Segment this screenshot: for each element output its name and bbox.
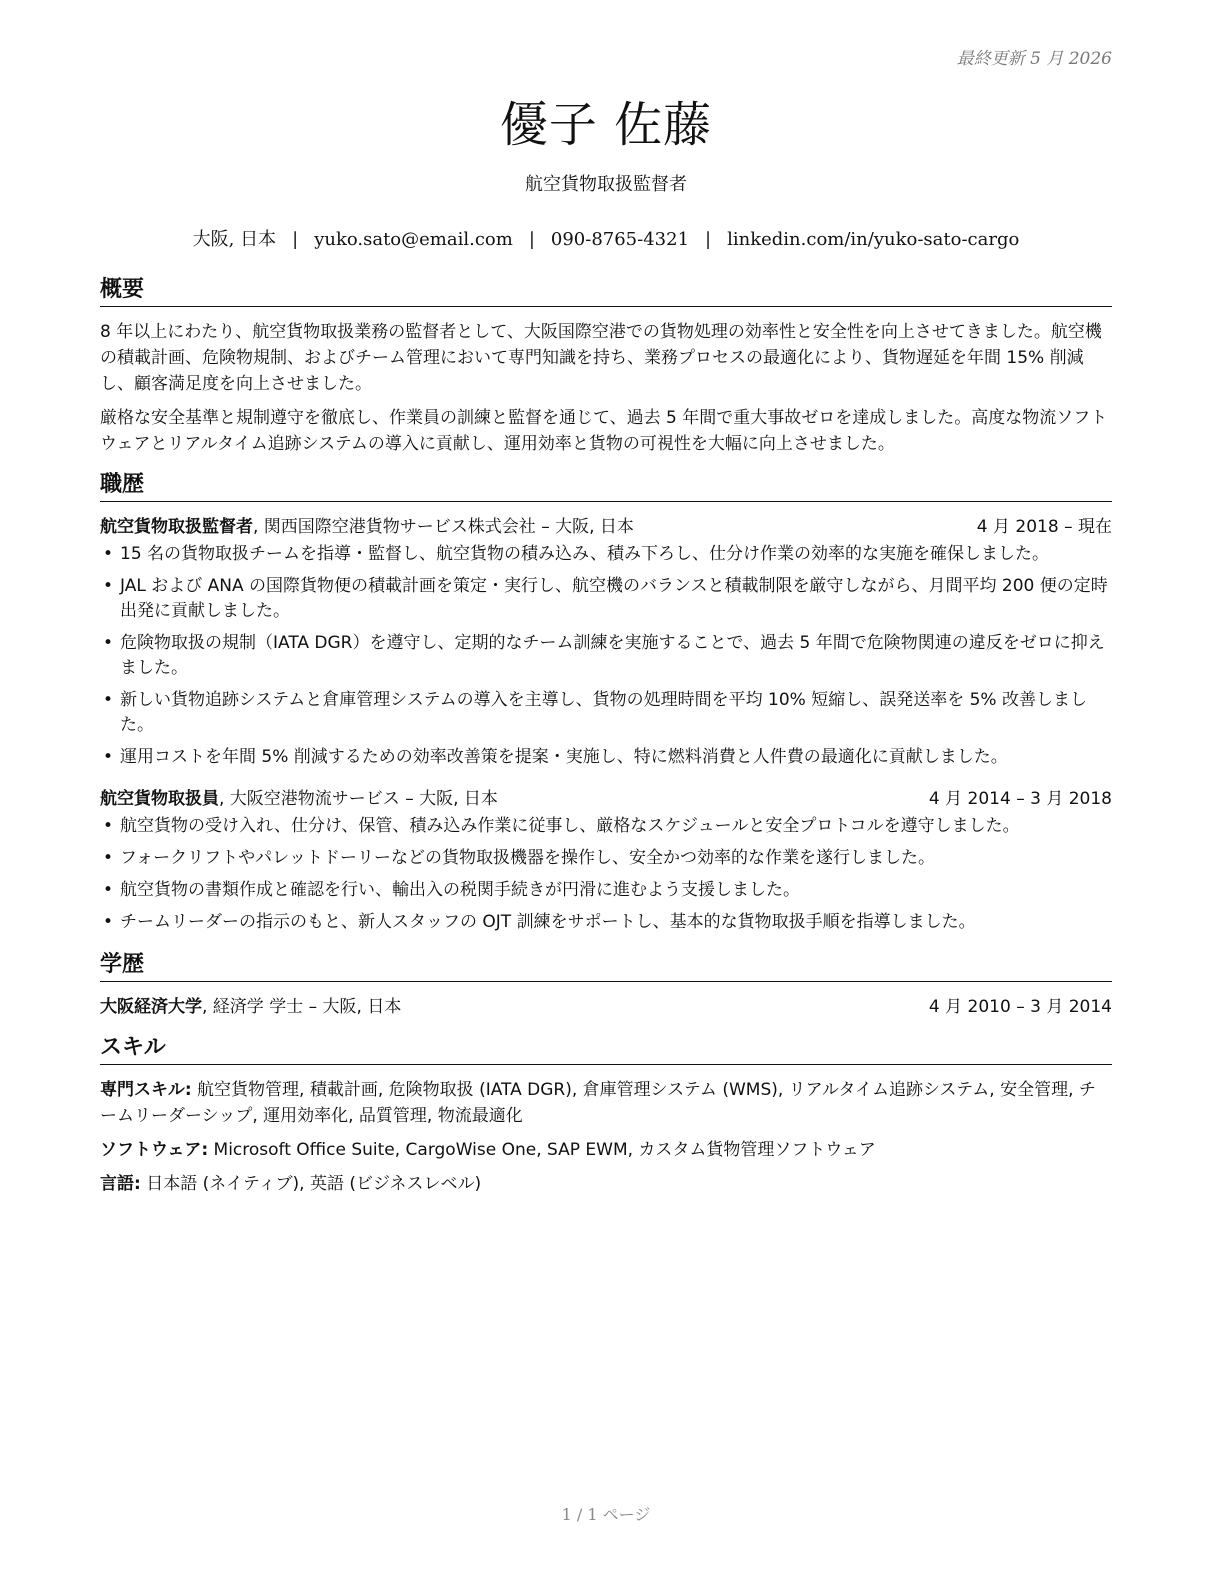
education-entry-title bbox=[100, 994, 401, 1020]
skills-heading: スキル bbox=[100, 1034, 1112, 1065]
contact-location: 大阪, 日本 bbox=[192, 229, 277, 250]
contact-phone: 090-8765-4321 bbox=[550, 229, 690, 250]
experience-entry bbox=[100, 514, 1112, 770]
experience-section bbox=[100, 471, 1112, 935]
school-name: 大阪経済大学 bbox=[100, 997, 202, 1017]
bullet-icon: • bbox=[103, 747, 114, 767]
list-item bbox=[100, 542, 1112, 567]
skill-value: 日本語 (ネイティブ), 英語 (ビジネスレベル) bbox=[140, 1174, 482, 1194]
job-dates: 4 月 2014 – 3 月 2018 bbox=[928, 789, 1112, 809]
bullet-text: チームリーダーの指示のもと、新人スタッフの OJT 訓練をサポートし、基本的な貨物取扱手順を指導しました。 bbox=[120, 912, 976, 932]
skill-value: Microsoft Office Suite, CargoWise One, SAP EWM, カスタム貨物管理ソフトウェア bbox=[208, 1140, 876, 1160]
skills-section bbox=[100, 1034, 1112, 1197]
contact-separator: | bbox=[528, 229, 535, 250]
bullet-icon: • bbox=[103, 690, 114, 710]
resume-content bbox=[100, 276, 1112, 1211]
summary-paragraph: 8 年以上にわたり、航空貨物取扱業務の監督者として、大阪国際空港での貨物処理の効率性と安全性を向上させてきました。航空機の積載計画、危険物規制、およびチーム管理において専門知識を持ち、業務プロセスの最適化により、貨物遅延を年間 15% 削減し、顧客満足度を向上させました。 bbox=[100, 322, 1102, 394]
resume-page bbox=[100, 0, 1112, 1584]
contact-separator: | bbox=[705, 229, 712, 250]
experience-entry-header bbox=[100, 786, 1112, 812]
summary-heading: 概要 bbox=[100, 276, 1112, 307]
experience-entry-title bbox=[100, 786, 498, 812]
bullet-icon: • bbox=[103, 912, 114, 932]
job-dates: 4 月 2018 – 現在 bbox=[976, 517, 1112, 537]
skill-value: 航空貨物管理, 積載計画, 危険物取扱 (IATA DGR), 倉庫管理システム (WMS), リアルタイム追跡システム, 安全管理, チームリーダーシップ, 運用効率化, 品質管理, 物流最適化 bbox=[100, 1080, 1096, 1126]
job-bullet-list bbox=[100, 814, 1112, 935]
skill-line bbox=[100, 1137, 1112, 1163]
summary-section bbox=[100, 276, 1112, 457]
page-indicator: 1 / 1 ページ bbox=[561, 1505, 651, 1524]
job-employer-location: , 関西国際空港貨物サービス株式会社 – 大阪, 日本 bbox=[253, 517, 634, 537]
contact-linkedin-link[interactable]: linkedin.com/in/yuko-sato-cargo bbox=[727, 229, 1020, 250]
skill-line bbox=[100, 1171, 1112, 1197]
bullet-icon: • bbox=[103, 544, 114, 564]
bullet-text: 危険物取扱の規制（IATA DGR）を遵守し、定期的なチーム訓練を実施することで、過去 5 年間で危険物関連の違反をゼロに抑えました。 bbox=[120, 633, 1105, 678]
education-heading: 学歴 bbox=[100, 951, 1112, 982]
education-entry bbox=[100, 994, 1112, 1020]
bullet-text: JAL および ANA の国際貨物便の積載計画を策定・実行し、航空機のバランスと積載制限を厳守しながら、月間平均 200 便の定時出発に貢献しました。 bbox=[120, 576, 1108, 621]
bullet-text: 航空貨物の書類作成と確認を行い、輸出入の税関手続きが円滑に進むよう支援しました。 bbox=[120, 880, 800, 900]
experience-entry-header bbox=[100, 514, 1112, 540]
list-item bbox=[100, 814, 1112, 839]
bullet-text: フォークリフトやパレットドーリーなどの貨物取扱機器を操作し、安全かつ効率的な作業を遂行しました。 bbox=[120, 848, 935, 868]
list-item bbox=[100, 631, 1112, 681]
candidate-title: 航空貨物取扱監督者 bbox=[525, 174, 687, 195]
bullet-text: 15 名の貨物取扱チームを指導・監督し、航空貨物の積み込み、積み下ろし、仕分け作業の効率的な実施を確保しました。 bbox=[120, 544, 1050, 564]
contact-separator: | bbox=[292, 229, 299, 250]
bullet-text: 運用コストを年間 5% 削減するための効率改善策を提案・実施し、特に燃料消費と人件費の最適化に貢献しました。 bbox=[120, 747, 1008, 767]
contact-email-link[interactable]: yuko.sato@email.com bbox=[314, 229, 513, 250]
experience-entry-title bbox=[100, 514, 634, 540]
skill-line bbox=[100, 1077, 1112, 1129]
bullet-text: 航空貨物の受け入れ、仕分け、保管、積み込み作業に従事し、厳格なスケジュールと安全プロトコルを遵守しました。 bbox=[120, 816, 1020, 836]
degree-location: , 経済学 学士 – 大阪, 日本 bbox=[202, 997, 402, 1017]
list-item bbox=[100, 846, 1112, 871]
last-updated-date: 最終更新 5 月 2026 bbox=[956, 49, 1112, 69]
bullet-icon: • bbox=[103, 576, 114, 596]
list-item bbox=[100, 878, 1112, 903]
list-item bbox=[100, 688, 1112, 738]
candidate-name: 優子 佐藤 bbox=[499, 97, 713, 153]
summary-paragraph: 厳格な安全基準と規制遵守を徹底し、作業員の訓練と監督を通じて、過去 5 年間で重大事故ゼロを達成しました。高度な物流ソフトウェアとリアルタイム追跡システムの導入に貢献し、運用効率と貨物の可視性を大幅に向上させました。 bbox=[100, 408, 1108, 454]
education-dates: 4 月 2010 – 3 月 2014 bbox=[928, 997, 1112, 1017]
bullet-text: 新しい貨物追跡システムと倉庫管理システムの導入を主導し、貨物の処理時間を平均 10% 短縮し、誤発送率を 5% 改善しました。 bbox=[120, 690, 1087, 735]
skill-label: 専門スキル: bbox=[100, 1080, 192, 1100]
contact-line bbox=[100, 225, 1112, 251]
job-employer-location: , 大阪空港物流サービス – 大阪, 日本 bbox=[219, 789, 498, 809]
job-role: 航空貨物取扱員 bbox=[100, 789, 219, 809]
job-bullet-list bbox=[100, 542, 1112, 770]
bullet-icon: • bbox=[103, 880, 114, 900]
job-role: 航空貨物取扱監督者 bbox=[100, 517, 253, 537]
bullet-icon: • bbox=[103, 848, 114, 868]
experience-entry bbox=[100, 786, 1112, 935]
bullet-icon: • bbox=[103, 816, 114, 836]
skill-label: 言語: bbox=[100, 1174, 141, 1194]
list-item bbox=[100, 910, 1112, 935]
skill-label: ソフトウェア: bbox=[100, 1140, 209, 1160]
education-section bbox=[100, 951, 1112, 1020]
experience-heading: 職歴 bbox=[100, 471, 1112, 502]
list-item bbox=[100, 574, 1112, 624]
bullet-icon: • bbox=[103, 633, 114, 653]
list-item bbox=[100, 745, 1112, 770]
